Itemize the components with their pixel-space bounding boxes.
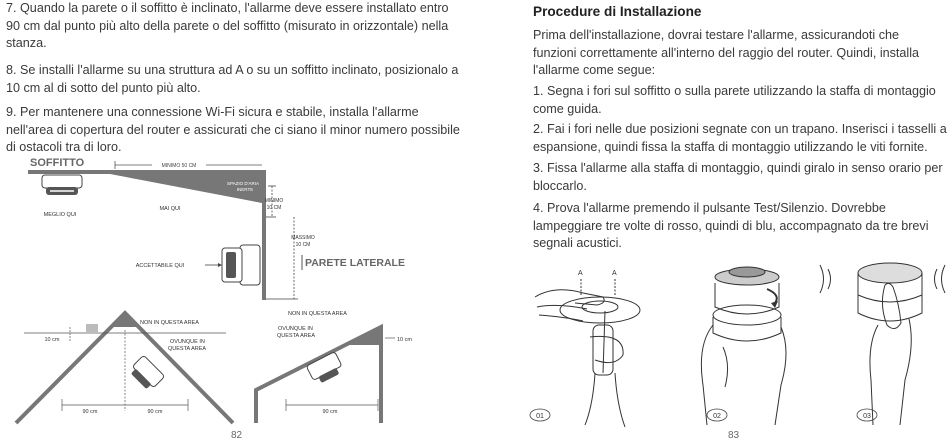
figure-label-01 bbox=[530, 409, 550, 421]
intro-paragraph: Prima dell'installazione, dovrai testare l'allarme, assicurandoti che funzioni correttamente all'interno del raggio del router. Quindi, installa l'allarme come segue: bbox=[533, 28, 920, 77]
step-text: Prova l'allarme premendo il pulsante Test/Silenzio. Dovrebbe lampeggiare tre volte di rosso, quindi di blu, accompagnato da tre brevi segnali acustici. bbox=[533, 201, 929, 250]
figure-02-twist bbox=[701, 267, 786, 425]
step-number: 2. bbox=[533, 122, 544, 136]
step-item bbox=[533, 200, 948, 253]
item-number: 8. bbox=[6, 63, 17, 77]
dead-air-label-2: INERTE bbox=[236, 187, 254, 192]
never-here-label: MAI QUI bbox=[159, 206, 181, 212]
installation-steps-illustration bbox=[475, 255, 950, 435]
anywhere-label-b1: OVUNQUE IN bbox=[278, 326, 313, 332]
item-number: 9. bbox=[6, 105, 17, 119]
figure-03-test bbox=[820, 263, 945, 425]
not-here-label-a: NON IN QUESTA AREA bbox=[140, 320, 199, 326]
dim-10cm-b: 10 cm bbox=[397, 337, 412, 343]
figure-01-drilling bbox=[535, 270, 640, 427]
list-item bbox=[6, 62, 466, 97]
svg-text:01: 01 bbox=[536, 413, 544, 420]
dead-air-label-1: SPAZIO D'ARIA bbox=[226, 181, 260, 186]
step-number: 1. bbox=[533, 84, 544, 98]
figure-label-03 bbox=[857, 409, 877, 421]
step-text: Fai i fori nelle due posizioni segnate con un trapano. Inserisci i tasselli a espansione, quindi fissa la staffa di montaggio utilizzando le viti fornite. bbox=[533, 122, 947, 154]
dim-90cm-c: 90 cm bbox=[322, 409, 338, 415]
sloped-ceiling-diagram bbox=[256, 311, 412, 423]
min-10-label-2: 10 CM bbox=[266, 205, 282, 211]
dim-90cm-b: 90 cm bbox=[147, 409, 163, 415]
step-item bbox=[533, 121, 948, 156]
page-number-right: 83 bbox=[728, 430, 740, 441]
ceiling-alarm bbox=[42, 175, 82, 195]
dim-90cm-a: 90 cm bbox=[82, 409, 98, 415]
list-item bbox=[6, 104, 466, 157]
figure-label-02 bbox=[707, 409, 727, 421]
step-item bbox=[533, 160, 948, 195]
anywhere-label-a2: QUESTA AREA bbox=[168, 346, 207, 352]
list-item bbox=[6, 0, 466, 53]
anywhere-label-b2: QUESTA AREA bbox=[277, 333, 316, 339]
drill-mark-right: A bbox=[612, 270, 617, 277]
item-text: Per mantenere una connessione Wi-Fi sicura e stabile, installa l'allarme nell'area di copertura del router e assicurati che ci siano il minor numero possibile di ostacoli tra di loro. bbox=[6, 105, 460, 154]
not-here-label-b: NON IN QUESTA AREA bbox=[288, 311, 347, 317]
step-number: 3. bbox=[533, 161, 544, 175]
drill-mark-left: A bbox=[578, 270, 583, 277]
ceiling-label: SOFFITTO bbox=[30, 157, 85, 169]
svg-text:02: 02 bbox=[713, 413, 721, 420]
right-page bbox=[475, 0, 950, 445]
section-title: Procedure di Installazione bbox=[533, 4, 702, 19]
step-text: Fissa l'allarme alla staffa di montaggio, quindi giralo in senso orario per bloccarlo. bbox=[533, 161, 943, 193]
dim-10cm-a: 10 cm bbox=[44, 337, 60, 343]
ceiling-line bbox=[28, 170, 266, 174]
min-10-label-1: MINIMO bbox=[264, 198, 284, 204]
wall-alarm bbox=[222, 245, 260, 285]
max-10-label-1: MASSIMO bbox=[291, 235, 315, 241]
page-number-left: 82 bbox=[231, 430, 243, 441]
acceptable-label: ACCETTABILE QUI bbox=[135, 263, 185, 269]
a-frame-diagram bbox=[16, 313, 233, 423]
wall-line bbox=[262, 170, 266, 300]
max-10-label-2: 10 CM bbox=[295, 242, 311, 248]
best-here-label: MEGLIO QUI bbox=[43, 212, 77, 218]
step-number: 4. bbox=[533, 201, 544, 215]
side-wall-label: PARETE LATERALE bbox=[305, 257, 405, 269]
item-number: 7. bbox=[6, 1, 17, 15]
step-item bbox=[533, 83, 948, 118]
item-text: Quando la parete o il soffitto è inclinato, l'allarme deve essere installato entro 90 cm dal punto più alto della parete o del soffitto (misurato in orizzontale) nella stanza. bbox=[6, 1, 449, 50]
anywhere-label-a1: OVUNQUE IN bbox=[170, 339, 205, 345]
svg-text:03: 03 bbox=[863, 413, 871, 420]
installation-diagram bbox=[0, 155, 475, 425]
item-text: Se installi l'allarme su una struttura ad A o su un soffitto inclinato, posizionalo a 10 cm al di sotto del punto più alto. bbox=[6, 63, 459, 95]
min-50-label: MINIMO 50 CM bbox=[161, 163, 197, 169]
step-text: Segna i fori sul soffitto o sulla parete utilizzando la staffa di montaggio come guida. bbox=[533, 84, 936, 116]
